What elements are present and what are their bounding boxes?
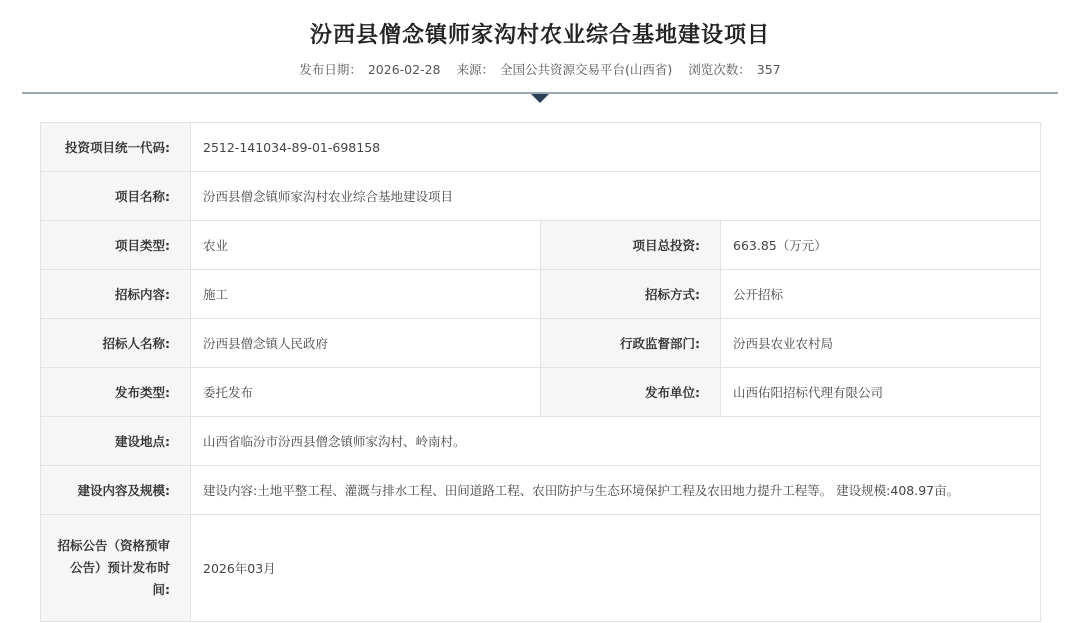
source-value: 全国公共资源交易平台(山西省) xyxy=(500,62,673,77)
caret-down-icon xyxy=(531,94,549,103)
supervisor-label: 行政监督部门: xyxy=(541,319,721,368)
publisher-value: 山西佑阳招标代理有限公司 xyxy=(721,368,1041,417)
table-row xyxy=(41,466,1041,515)
announce-time-value: 2026年03月 xyxy=(191,515,1041,622)
announce-label-line-2: 公告）预计发布时 xyxy=(69,560,170,575)
publish-type-value: 委托发布 xyxy=(191,368,541,417)
publish-date-label: 发布日期： xyxy=(299,62,362,77)
name-label: 项目名称: xyxy=(41,172,191,221)
announce-label-line-3: 间: xyxy=(152,582,170,597)
location-label: 建设地点: xyxy=(41,417,191,466)
publisher-label: 发布单位: xyxy=(541,368,721,417)
code-value: 2512-141034-89-01-698158 xyxy=(191,123,1041,172)
table-row xyxy=(41,319,1041,368)
views-label: 浏览次数： xyxy=(688,62,751,77)
announce-label-line-1: 招标公告（资格预审 xyxy=(57,538,170,553)
table-row xyxy=(41,515,1041,622)
name-value: 汾西县僧念镇师家沟村农业综合基地建设项目 xyxy=(191,172,1041,221)
table-row xyxy=(41,368,1041,417)
tenderer-value: 汾西县僧念镇人民政府 xyxy=(191,319,541,368)
announce-time-label xyxy=(41,515,191,622)
type-value: 农业 xyxy=(191,221,541,270)
table-row xyxy=(41,221,1041,270)
publish-type-label: 发布类型: xyxy=(41,368,191,417)
bid-content-value: 施工 xyxy=(191,270,541,319)
bid-content-label: 招标内容: xyxy=(41,270,191,319)
table-row xyxy=(41,417,1041,466)
source-label: 来源： xyxy=(456,62,495,77)
bid-method-value: 公开招标 xyxy=(721,270,1041,319)
code-label: 投资项目统一代码: xyxy=(41,123,191,172)
scope-value: 建设内容:土地平整工程、灌溉与排水工程、田间道路工程、农田防护与生态环境保护工程及农田地力提升工程等。 建设规模:408.97亩。 xyxy=(191,466,1041,515)
tenderer-label: 招标人名称: xyxy=(41,319,191,368)
table-row xyxy=(41,172,1041,221)
publish-date-value: 2026-02-28 xyxy=(367,62,441,77)
views-value: 357 xyxy=(756,62,781,77)
supervisor-value: 汾西县农业农村局 xyxy=(721,319,1041,368)
investment-value: 663.85（万元） xyxy=(721,221,1041,270)
project-info-table xyxy=(40,122,1041,622)
table-row xyxy=(41,270,1041,319)
source xyxy=(454,62,676,77)
views xyxy=(685,62,783,77)
investment-label: 项目总投资: xyxy=(541,221,721,270)
page-title: 汾西县僧念镇师家沟村农业综合基地建设项目 xyxy=(309,23,770,48)
location-value: 山西省临汾市汾西县僧念镇师家沟村、岭南村。 xyxy=(191,417,1041,466)
table-row xyxy=(41,123,1041,172)
publish-date xyxy=(296,62,443,77)
bid-method-label: 招标方式: xyxy=(541,270,721,319)
scope-label: 建设内容及规模: xyxy=(41,466,191,515)
meta-line xyxy=(0,60,1080,78)
type-label: 项目类型: xyxy=(41,221,191,270)
page-header xyxy=(0,0,1080,110)
